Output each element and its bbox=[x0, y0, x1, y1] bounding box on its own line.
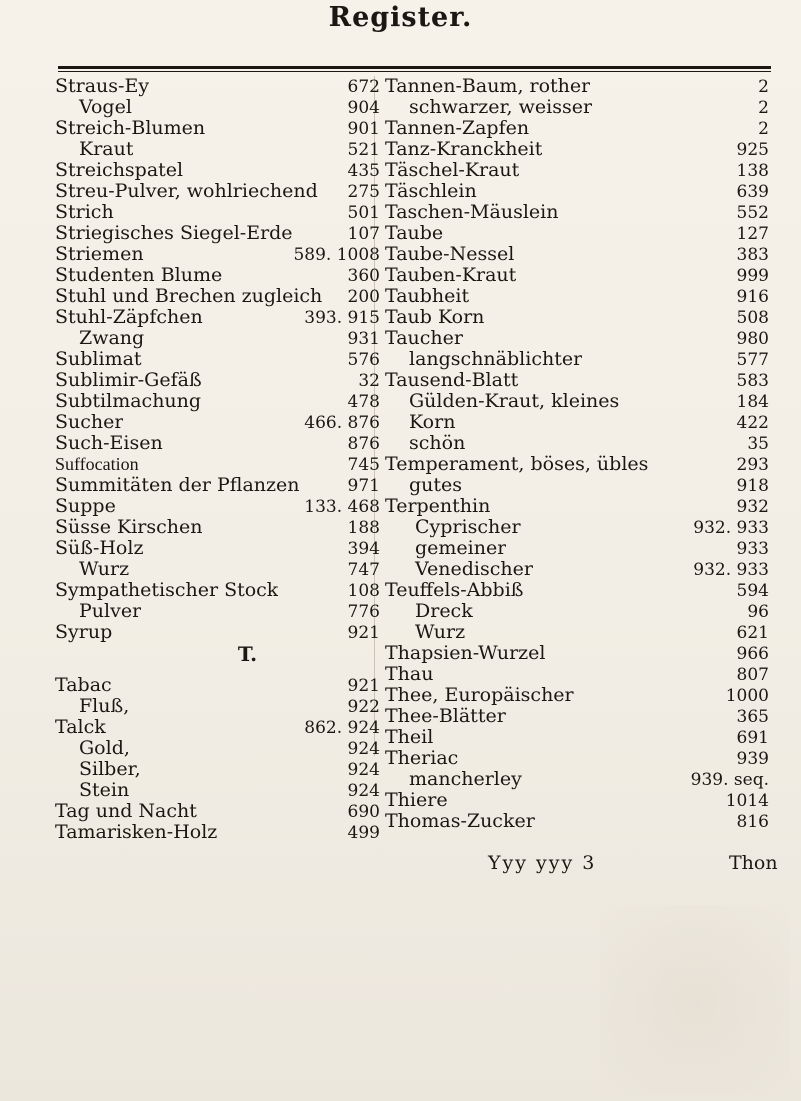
index-entry bbox=[385, 433, 769, 454]
entry-term: Talck bbox=[55, 717, 106, 738]
entry-term: Cyprischer bbox=[415, 517, 521, 538]
index-entry bbox=[385, 286, 769, 307]
index-entry bbox=[385, 811, 769, 832]
index-entry bbox=[55, 181, 380, 202]
index-entry bbox=[385, 139, 769, 160]
index-entry bbox=[55, 675, 380, 696]
header-rule-thick bbox=[58, 66, 771, 69]
index-entry bbox=[385, 706, 769, 727]
entry-page-number: 184 bbox=[736, 392, 769, 412]
entry-term: Tag und Nacht bbox=[55, 801, 197, 822]
entry-page-number: 924 bbox=[347, 760, 380, 780]
entry-page-number: 747 bbox=[347, 560, 380, 580]
index-entry bbox=[55, 538, 380, 559]
entry-page-number: 939 bbox=[736, 749, 769, 769]
entry-term: Theil bbox=[385, 727, 434, 748]
entry-page-number: 594 bbox=[736, 581, 769, 601]
entry-page-number: 293 bbox=[736, 455, 769, 475]
header-rule-thin bbox=[58, 71, 771, 72]
page-header: Register. bbox=[328, 2, 473, 33]
entry-term: Sublimir-Gefäß bbox=[55, 370, 202, 391]
entry-page-number: 916 bbox=[736, 287, 769, 307]
entry-term: Taube bbox=[385, 223, 444, 244]
entry-page-number: 435 bbox=[347, 161, 380, 181]
entry-term: langschnäblichter bbox=[409, 349, 583, 370]
index-entry bbox=[55, 801, 380, 822]
entry-page-number: 200 bbox=[347, 287, 380, 307]
entry-term: Vogel bbox=[79, 97, 132, 118]
entry-term: Sucher bbox=[55, 412, 124, 433]
index-entry bbox=[385, 475, 769, 496]
entry-term: Sympathetischer Stock bbox=[55, 580, 279, 601]
entry-page-number: 383 bbox=[736, 245, 769, 265]
entry-page-number: 932. 933 bbox=[693, 560, 769, 580]
entry-term: schwarzer, weisser bbox=[409, 97, 593, 118]
entry-page-number: 901 bbox=[347, 119, 380, 139]
index-entry bbox=[385, 244, 769, 265]
entry-page-number: 1000 bbox=[725, 686, 769, 706]
index-entry bbox=[55, 76, 380, 97]
paper-stain bbox=[600, 905, 790, 1095]
index-entry bbox=[55, 696, 380, 717]
entry-page-number: 552 bbox=[736, 203, 769, 223]
entry-page-number: 621 bbox=[736, 623, 769, 643]
entry-page-number: 365 bbox=[736, 707, 769, 727]
entry-term: Korn bbox=[409, 412, 456, 433]
entry-term: Studenten Blume bbox=[55, 265, 223, 286]
index-entry bbox=[55, 286, 380, 307]
entry-page-number: 32 bbox=[358, 371, 380, 391]
index-entry bbox=[55, 160, 380, 181]
entry-page-number: 904 bbox=[347, 98, 380, 118]
index-entry bbox=[55, 454, 380, 475]
entry-term: Wurz bbox=[79, 559, 130, 580]
entry-term: Taucher bbox=[385, 328, 463, 349]
entry-page-number: 876 bbox=[347, 434, 380, 454]
entry-term: Temperament, böses, übles bbox=[385, 454, 649, 475]
index-entry bbox=[385, 307, 769, 328]
index-entry bbox=[55, 349, 380, 370]
entry-page-number: 924 bbox=[347, 739, 380, 759]
entry-page-number: 577 bbox=[736, 350, 769, 370]
entry-page-number: 971 bbox=[347, 476, 380, 496]
entry-page-number: 508 bbox=[736, 308, 769, 328]
entry-term: Streich-Blumen bbox=[55, 118, 206, 139]
index-entry bbox=[385, 97, 769, 118]
entry-term: Suffocation bbox=[55, 454, 139, 474]
entry-page-number: 924 bbox=[347, 781, 380, 801]
index-entry bbox=[55, 139, 380, 160]
entry-page-number: 932 bbox=[736, 497, 769, 517]
entry-page-number: 133. 468 bbox=[304, 497, 380, 517]
entry-term: Kraut bbox=[79, 139, 134, 160]
entry-page-number: 275 bbox=[347, 182, 380, 202]
entry-page-number: 691 bbox=[736, 728, 769, 748]
entry-page-number: 576 bbox=[347, 350, 380, 370]
index-entry bbox=[385, 769, 769, 790]
entry-term: Thau bbox=[385, 664, 434, 685]
index-entry bbox=[55, 601, 380, 622]
index-entry bbox=[385, 349, 769, 370]
entry-term: Taube-Nessel bbox=[385, 244, 515, 265]
index-entry bbox=[55, 412, 380, 433]
entry-term: Tannen-Baum, rother bbox=[385, 76, 591, 97]
entry-page-number: 589. 1008 bbox=[293, 245, 380, 265]
entry-page-number: 980 bbox=[736, 329, 769, 349]
index-entry bbox=[385, 664, 769, 685]
entry-page-number: 933 bbox=[736, 539, 769, 559]
entry-page-number: 672 bbox=[347, 77, 380, 97]
index-entry bbox=[385, 160, 769, 181]
entry-page-number: 925 bbox=[736, 140, 769, 160]
entry-page-number: 807 bbox=[736, 665, 769, 685]
index-entry bbox=[55, 370, 380, 391]
index-entry bbox=[55, 580, 380, 601]
entry-page-number: 360 bbox=[347, 266, 380, 286]
entry-term: Gold, bbox=[79, 738, 130, 759]
entry-term: Täschlein bbox=[385, 181, 477, 202]
index-entry bbox=[55, 265, 380, 286]
entry-term: gutes bbox=[409, 475, 463, 496]
index-entry bbox=[55, 475, 380, 496]
index-entry bbox=[385, 391, 769, 412]
index-entry bbox=[385, 181, 769, 202]
entry-term: mancherley bbox=[409, 769, 522, 790]
entry-page-number: 138 bbox=[736, 161, 769, 181]
entry-page-number: 939. seq. bbox=[690, 770, 769, 790]
entry-page-number: 501 bbox=[347, 203, 380, 223]
index-entry bbox=[55, 223, 380, 244]
index-entry bbox=[55, 202, 380, 223]
entry-page-number: 108 bbox=[347, 581, 380, 601]
entry-page-number: 1014 bbox=[725, 791, 769, 811]
entry-page-number: 921 bbox=[347, 676, 380, 696]
entry-term: Syrup bbox=[55, 622, 113, 643]
entry-page-number: 776 bbox=[347, 602, 380, 622]
entry-page-number: 127 bbox=[736, 224, 769, 244]
entry-term: Tausend-Blatt bbox=[385, 370, 519, 391]
index-entry bbox=[55, 622, 380, 643]
entry-term: Streu-Pulver, wohlriechend bbox=[55, 181, 318, 202]
entry-term: Tabac bbox=[55, 675, 112, 696]
index-entry bbox=[385, 265, 769, 286]
entry-term: schön bbox=[409, 433, 466, 454]
index-entry bbox=[385, 223, 769, 244]
entry-page-number: 393. 915 bbox=[304, 308, 380, 328]
entry-term: Tanz-Kranckheit bbox=[385, 139, 543, 160]
entry-term: Gülden-Kraut, kleines bbox=[409, 391, 620, 412]
left-column bbox=[55, 76, 380, 843]
entry-page-number: 932. 933 bbox=[693, 518, 769, 538]
index-entry bbox=[385, 643, 769, 664]
entry-term: Süsse Kirschen bbox=[55, 517, 203, 538]
entry-page-number: 922 bbox=[347, 697, 380, 717]
entry-page-number: 690 bbox=[347, 802, 380, 822]
entry-page-number: 918 bbox=[736, 476, 769, 496]
entry-page-number: 966 bbox=[736, 644, 769, 664]
entry-page-number: 466. 876 bbox=[304, 413, 380, 433]
entry-term: Wurz bbox=[415, 622, 466, 643]
index-entry bbox=[385, 790, 769, 811]
entry-term: Thomas-Zucker bbox=[385, 811, 535, 832]
entry-page-number: 422 bbox=[736, 413, 769, 433]
section-letter: T. bbox=[237, 642, 258, 666]
entry-term: Tauben-Kraut bbox=[385, 265, 517, 286]
entry-term: Strich bbox=[55, 202, 114, 223]
entry-page-number: 745 bbox=[347, 455, 380, 475]
entry-term: Stuhl-Zäpfchen bbox=[55, 307, 203, 328]
index-entry bbox=[55, 244, 380, 265]
index-entry bbox=[55, 759, 380, 780]
entry-term: Teuffels-Abbiß bbox=[385, 580, 524, 601]
index-entry bbox=[55, 118, 380, 139]
entry-page-number: 394 bbox=[347, 539, 380, 559]
entry-term: Süß-Holz bbox=[55, 538, 144, 559]
entry-term: Streichspatel bbox=[55, 160, 184, 181]
entry-page-number: 921 bbox=[347, 623, 380, 643]
entry-term: Suppe bbox=[55, 496, 116, 517]
entry-term: Täschel-Kraut bbox=[385, 160, 520, 181]
spacer bbox=[55, 666, 380, 675]
index-entry bbox=[385, 76, 769, 97]
index-entry bbox=[385, 580, 769, 601]
entry-term: Thapsien-Wurzel bbox=[385, 643, 546, 664]
index-entry bbox=[385, 118, 769, 139]
entry-page-number: 188 bbox=[347, 518, 380, 538]
index-entry bbox=[55, 517, 380, 538]
entry-term: Striegisches Siegel-Erde bbox=[55, 223, 293, 244]
entry-page-number: 2 bbox=[758, 119, 769, 139]
catchword: Thon bbox=[729, 852, 778, 874]
entry-term: Taschen-Mäuslein bbox=[385, 202, 559, 223]
index-entry bbox=[385, 202, 769, 223]
right-column bbox=[385, 76, 769, 832]
index-entry bbox=[385, 454, 769, 475]
entry-term: Thiere bbox=[385, 790, 448, 811]
entry-page-number: 816 bbox=[736, 812, 769, 832]
index-entry bbox=[55, 391, 380, 412]
index-entry bbox=[385, 622, 769, 643]
entry-term: Subtilmachung bbox=[55, 391, 202, 412]
index-entry bbox=[55, 307, 380, 328]
index-entry bbox=[55, 559, 380, 580]
entry-term: Sublimat bbox=[55, 349, 142, 370]
index-entry bbox=[385, 517, 769, 538]
entry-page-number: 499 bbox=[347, 823, 380, 843]
index-entry bbox=[385, 685, 769, 706]
entry-term: Terpenthin bbox=[385, 496, 491, 517]
entry-term: Theriac bbox=[385, 748, 459, 769]
entry-term: Taub Korn bbox=[385, 307, 485, 328]
entry-term: Stuhl und Brechen zugleich bbox=[55, 286, 323, 307]
entry-term: Such-Eisen bbox=[55, 433, 163, 454]
entry-term: Tamarisken-Holz bbox=[55, 822, 218, 843]
entry-term: Thee-Blätter bbox=[385, 706, 506, 727]
entry-term: Straus-Ey bbox=[55, 76, 150, 97]
entry-page-number: 931 bbox=[347, 329, 380, 349]
entry-term: Tannen-Zapfen bbox=[385, 118, 530, 139]
index-entry bbox=[55, 97, 380, 118]
entry-page-number: 521 bbox=[347, 140, 380, 160]
entry-page-number: 96 bbox=[747, 602, 769, 622]
index-entry bbox=[385, 412, 769, 433]
entry-page-number: 2 bbox=[758, 77, 769, 97]
index-entry bbox=[55, 822, 380, 843]
signature-mark: Yyy yyy 3 bbox=[488, 852, 597, 874]
entry-term: Pulver bbox=[79, 601, 142, 622]
index-entry bbox=[385, 601, 769, 622]
entry-page-number: 862. 924 bbox=[304, 718, 380, 738]
entry-page-number: 2 bbox=[758, 98, 769, 118]
entry-term: Zwang bbox=[79, 328, 145, 349]
entry-page-number: 478 bbox=[347, 392, 380, 412]
entry-page-number: 35 bbox=[747, 434, 769, 454]
index-entry bbox=[55, 433, 380, 454]
entry-term: Summitäten der Pflanzen bbox=[55, 475, 300, 496]
index-entry bbox=[385, 559, 769, 580]
entry-term: Taubheit bbox=[385, 286, 470, 307]
entry-term: Stein bbox=[79, 780, 130, 801]
entry-term: Silber, bbox=[79, 759, 141, 780]
index-entry bbox=[55, 738, 380, 759]
index-entry bbox=[55, 717, 380, 738]
index-entry bbox=[385, 727, 769, 748]
index-entry bbox=[385, 370, 769, 391]
index-entry bbox=[385, 328, 769, 349]
entry-term: Thee, Europäischer bbox=[385, 685, 574, 706]
entry-page-number: 639 bbox=[736, 182, 769, 202]
entry-term: Striemen bbox=[55, 244, 144, 265]
entry-term: Dreck bbox=[415, 601, 473, 622]
index-entry bbox=[385, 748, 769, 769]
index-entry bbox=[385, 496, 769, 517]
index-entry bbox=[385, 538, 769, 559]
entry-page-number: 583 bbox=[736, 371, 769, 391]
index-entry bbox=[55, 328, 380, 349]
entry-page-number: 999 bbox=[736, 266, 769, 286]
entry-term: Fluß, bbox=[79, 696, 130, 717]
entry-page-number: 107 bbox=[347, 224, 380, 244]
entry-term: gemeiner bbox=[415, 538, 507, 559]
index-entry bbox=[55, 496, 380, 517]
entry-term: Venedischer bbox=[415, 559, 533, 580]
index-entry bbox=[55, 780, 380, 801]
